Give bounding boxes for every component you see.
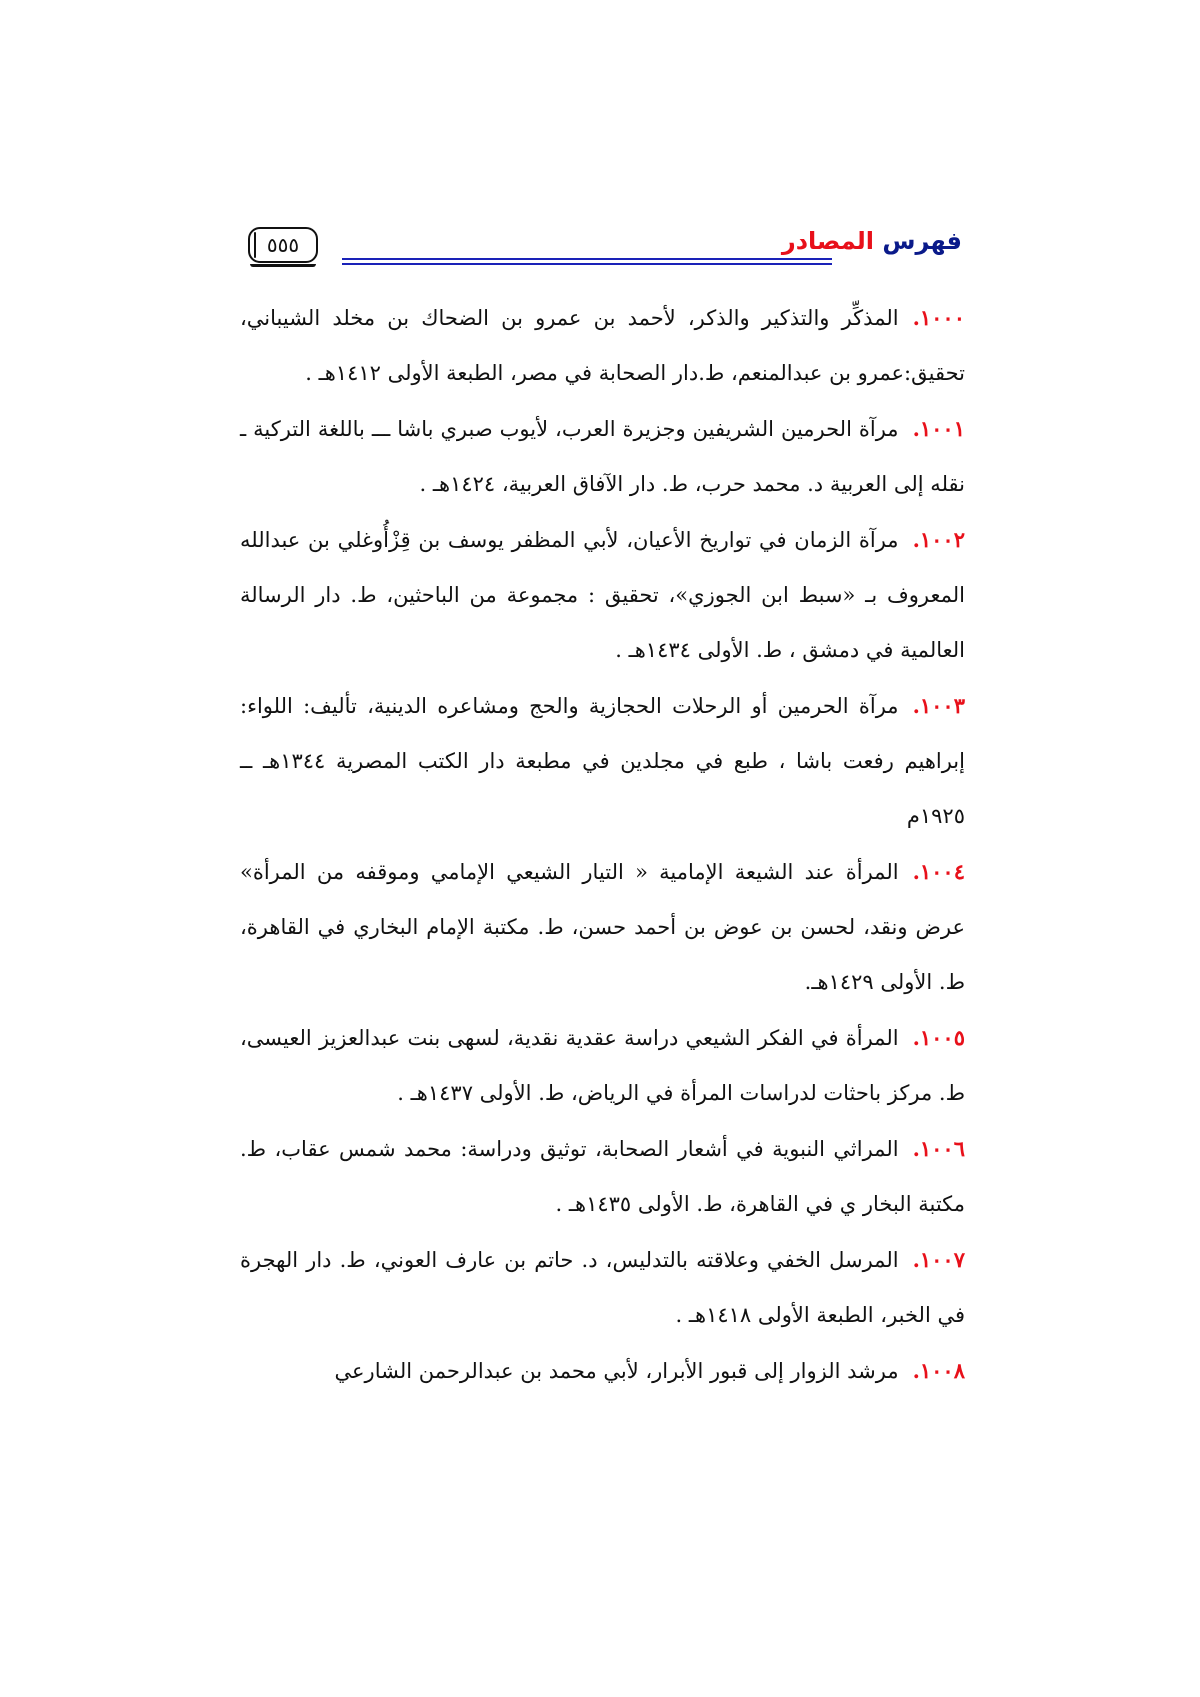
entry-text: مرآة الحرمين الشريفين وجزيرة العرب، لأيوب صبري باشا ـــ باللغة التركية ـ نقله إلى العربية د. محمد حرب، ط. دار الآفاق العربية، ١٤٢٤هـ .	[240, 417, 965, 496]
entry-number: ١٠٠٢.	[912, 527, 965, 552]
bibliography-entry	[240, 290, 965, 401]
bibliography-entry	[240, 1343, 965, 1399]
bibliography-entry	[240, 512, 965, 678]
bibliography-entry	[240, 1121, 965, 1232]
entry-text: مرشد الزوار إلى قبور الأبرار، لأبي محمد بن عبدالرحمن الشارعي	[334, 1359, 899, 1383]
entry-number: ١٠٠٥.	[912, 1025, 965, 1050]
entry-number: ١٠٠٨.	[912, 1358, 965, 1383]
page-number: ٥٥٥	[266, 233, 300, 257]
entry-number: ١٠٠٣.	[912, 693, 965, 718]
bibliography-entry	[240, 401, 965, 512]
header-rule-bottom	[342, 263, 832, 265]
bibliography-entry	[240, 1010, 965, 1121]
entry-text: المرسل الخفي وعلاقته بالتدليس، د. حاتم بن عارف العوني، ط. دار الهجرة في الخبر، الطبعة الأولى ١٤١٨هـ .	[240, 1248, 965, 1327]
bibliography-entry	[240, 1232, 965, 1343]
entry-number: ١٠٠١.	[912, 416, 965, 441]
bibliography-list	[240, 290, 965, 1399]
entry-number: ١٠٠٠.	[912, 305, 965, 330]
entry-text: المرأة عند الشيعة الإمامية « التيار الشيعي الإمامي وموقفه من المرأة» عرض ونقد، لحسن بن عوض بن أحمد حسن، ط. مكتبة الإمام البخاري في القاهرة، ط. الأولى ١٤٢٩هـ.	[240, 860, 965, 994]
bibliography-entry	[240, 844, 965, 1010]
entry-text: المذكِّر والتذكير والذكر، لأحمد بن عمرو بن الضحاك بن مخلد الشيباني، تحقيق:عمرو بن عبدالمنعم، ط.دار الصحابة في مصر، الطبعة الأولى ١٤١٢هـ .	[240, 306, 965, 385]
running-header-title	[782, 226, 962, 256]
entry-text: المراثي النبوية في أشعار الصحابة، توثيق ودراسة: محمد شمس عقاب، ط. مكتبة البخار ي في القاهرة، ط. الأولى ١٤٣٥هـ .	[240, 1137, 965, 1216]
entry-number: ١٠٠٧.	[912, 1247, 965, 1272]
header-title-part2: المصادر	[781, 227, 875, 255]
page-number-box	[248, 227, 318, 263]
entry-text: مرآة الزمان في تواريخ الأعيان، لأبي المظفر يوسف بن قِزْأُوغلي بن عبدالله المعروف بـ «سبط ابن الجوزي»، تحقيق : مجموعة من الباحثين، ط. دار الرسالة العالمية في دمشق ، ط. الأولى ١٤٣٤هـ .	[240, 528, 965, 662]
entry-text: مرآة الحرمين أو الرحلات الحجازية والحج ومشاعره الدينية، تأليف: اللواء: إبراهيم رفعت باشا ، طبع في مجلدين في مطبعة دار الكتب المصرية ١٣٤٤هـ ــ ١٩٢٥م	[240, 694, 965, 828]
entry-text: المرأة في الفكر الشيعي دراسة عقدية نقدية، لسهى بنت عبدالعزيز العيسى، ط. مركز باحثات لدراسات المرأة في الرياض، ط. الأولى ١٤٣٧هـ .	[240, 1026, 965, 1105]
bibliography-entry	[240, 678, 965, 844]
entry-number: ١٠٠٤.	[912, 859, 965, 884]
header-title-part1: فهرس	[882, 227, 962, 255]
entry-number: ١٠٠٦.	[912, 1136, 965, 1161]
header-rule-top	[342, 258, 832, 260]
